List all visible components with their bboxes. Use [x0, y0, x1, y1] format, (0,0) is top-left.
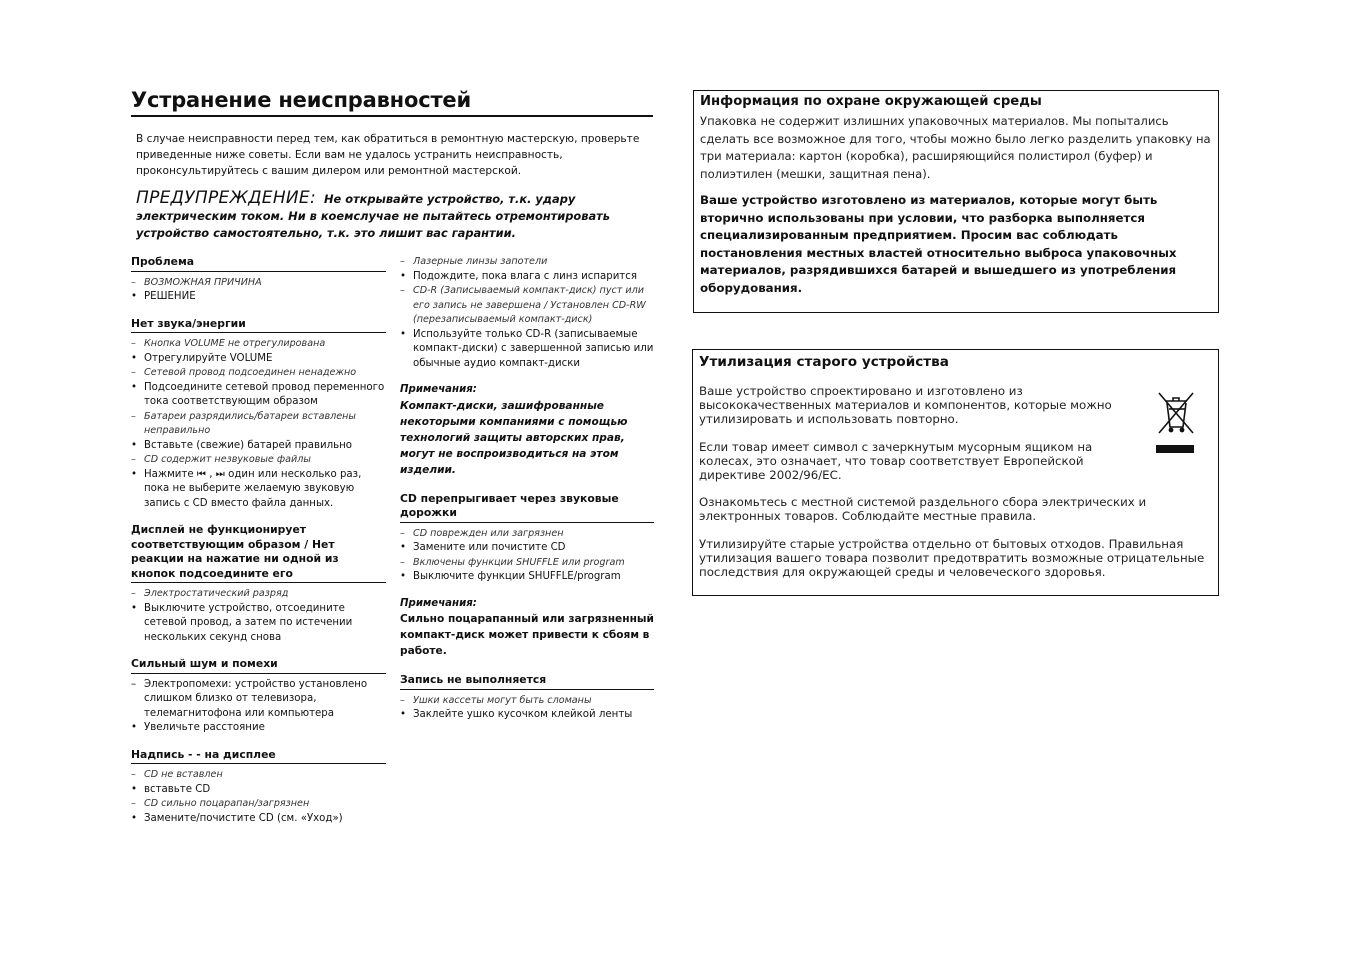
intro-paragraph: В случае неисправности перед тем, как обратиться в ремонтную мастерскую, проверьте приведенные ниже советы. Если вам не удалось устранить неисправность, проконсультируйтесь с вашим дилером или ремонтной мастерской. — [136, 133, 640, 177]
item-text: CD сильно поцарапан/загрязнен — [144, 798, 310, 809]
bullet-marker: • — [131, 439, 138, 451]
troubleshooting-column-2 — [400, 255, 654, 723]
cause-item — [400, 255, 654, 270]
solution-item — [400, 570, 654, 585]
legend-title: Проблема — [131, 255, 386, 272]
solution-item — [131, 783, 386, 798]
disposal-title: Утилизация старого устройства — [699, 354, 949, 370]
crossed-wheelie-bin-icon — [1155, 389, 1197, 455]
note-title: Примечания: — [400, 384, 477, 395]
item-text: Заклейте ушко кусочком клейкой ленты — [413, 709, 633, 720]
item-text: Вставьте (свежие) батарей правильно — [144, 439, 353, 451]
warning-label: ПРЕДУПРЕЖДЕНИЕ: — [136, 188, 316, 208]
bullet-marker: • — [400, 270, 407, 282]
page-title: Устранение неисправностей — [131, 88, 653, 117]
item-text: вставьте CD — [144, 783, 211, 795]
dash-marker: – — [131, 798, 136, 809]
disposal-paragraph-1: Ваше устройство спроектировано и изготовлено из высококачественных материалов и компонентов, которые можно утилизировать и использовать повторно. — [699, 384, 1112, 427]
item-text: Электропомехи: устройство установлено слишком близко от телевизора, телемагнитофона или компьютера — [144, 678, 368, 719]
problem-heading: Нет звука/энергии — [131, 317, 386, 334]
disposal-paragraph-2: Если товар имеет символ с зачеркнутым мусорным ящиком на колесах, это означает, что товар соответствует Европейской директиве 2002/96/EC. — [699, 439, 1093, 483]
bullet-marker: • — [131, 722, 138, 733]
bullet-marker: • — [400, 328, 407, 340]
cause-item — [131, 410, 386, 439]
dash-marker: – — [131, 338, 136, 349]
bullet-marker: • — [131, 783, 138, 795]
solution-item — [131, 812, 386, 827]
bullet-marker: • — [131, 602, 138, 614]
note-title-2: Примечания: — [400, 597, 477, 609]
cause-item — [131, 678, 386, 722]
cause-item — [400, 527, 654, 542]
problem-heading: Дисплей не функционирует соответствующим образом / Нет реакции на нажатие ни одной из кнопок подсоедините его — [131, 523, 386, 583]
problem-heading: Сильный шум и помехи — [131, 657, 386, 674]
note-text-2: Сильно поцарапанный или загрязненный компакт-диск может привести к сбоям в работе. — [400, 613, 654, 657]
bullet-marker: • — [400, 542, 407, 553]
bullet-marker: • — [131, 468, 138, 480]
cause-item — [400, 284, 654, 328]
bullet-marker: • — [131, 812, 138, 824]
disposal-paragraph-3: Ознакомьтесь с местной системой раздельного сбора электрических и электронных товаров. Соблюдайте местные правила. — [699, 495, 1147, 524]
item-text: CD содержит незвуковые файлы — [144, 454, 311, 465]
solution-item — [131, 381, 386, 410]
item-text: Лазерные линзы запотели — [413, 256, 548, 267]
item-text: Увеличьте расстояние — [144, 722, 265, 733]
note-text: Компакт-диски, зашифрованные некоторыми компаниями с помощью технологий защиты авторских прав, могут не воспроизводиться на этом изделии. — [400, 399, 628, 476]
environment-title: Информация по охране окружающей среды — [700, 94, 1042, 109]
solution-item — [400, 541, 654, 556]
dash-marker: – — [400, 527, 405, 539]
dash-marker: – — [131, 678, 137, 690]
solution-item — [131, 721, 386, 736]
environment-bold-text: Ваше устройство изготовлено из материалов, которые могут быть вторично использованы при условии, что разборка выполняется специализированным предприятием. Просим вас соблюдать постановления местных властей относительно выброса упаковочных материалов, разрядившихся батарей и вышедшего из употребления оборудования. — [700, 193, 1177, 295]
item-text: Включены функции SHUFFLE или program — [413, 556, 625, 568]
solution-item — [400, 328, 654, 372]
item-text: Отрегулируйте VOLUME — [144, 352, 273, 364]
bullet-marker: • — [400, 571, 407, 582]
legend-solution: • РЕШЕНИЕ — [131, 291, 196, 302]
solution-item — [131, 468, 386, 512]
cause-item — [131, 366, 386, 381]
item-text: Выключите устройство, отсоедините сетевой провод, а затем по истечении нескольких секунд снова — [144, 602, 353, 643]
solution-item — [400, 270, 654, 285]
dash-marker: – — [400, 556, 405, 568]
item-text: Подсоедините сетевой провод переменного тока соответствующим образом — [144, 381, 385, 407]
cause-item — [131, 453, 386, 468]
item-text: Замените или почистите CD — [413, 542, 566, 553]
cause-item — [400, 694, 654, 709]
solution-item — [131, 439, 386, 454]
bullet-marker: • — [131, 352, 138, 364]
item-text: Выключите функции SHUFFLE/program — [413, 571, 621, 582]
problem-heading: Запись не выполняется — [400, 673, 654, 690]
dash-marker: – — [400, 256, 405, 267]
bullet-marker: • — [131, 381, 138, 393]
bullet-marker: • — [400, 709, 407, 720]
solution-item — [400, 708, 654, 723]
item-text: Сетевой провод подсоединен ненадежно — [144, 367, 357, 378]
solution-item — [131, 352, 386, 367]
item-text: CD-R (Записываемый компакт-диск) пуст или его запись не завершена / Установлен CD-RW (перезаписываемый компакт-диск) — [413, 285, 646, 325]
troubleshooting-column-1 — [131, 255, 386, 826]
item-text: Используйте только CD-R (записываемые компакт-диски) с завершенной записью или обычные аудио компакт-диски — [413, 328, 654, 369]
warning-text: Не открывайте устройство, т.к. удару электрическим током. Ни в коемслучае не пытайтесь отремонтировать устройство самостоятельно, т.к. это лишит вас гарантии. — [136, 192, 610, 240]
item-text: Замените/почистите CD (см. «Уход») — [144, 812, 343, 824]
item-text: Батареи разрядились/батареи вставлены неправильно — [144, 410, 357, 436]
cause-item — [400, 556, 654, 571]
item-text: Нажмите ⏮ , ⏭ один или несколько раз, пока не выберите желаемую звуковую запись с CD вместо файла данных. — [144, 468, 362, 509]
cause-item — [131, 797, 386, 812]
dash-marker: – — [131, 410, 136, 422]
cause-item — [131, 768, 386, 783]
disposal-paragraph-4: Утилизируйте старые устройства отдельно от бытовых отходов. Правильная утилизация вашего товара позволит предотвратить возможные отрицательные последствия для окружающей среды и человеческого здоровья. — [699, 536, 1205, 580]
item-text: Кнопка VOLUME не отрегулирована — [144, 338, 326, 349]
dash-marker: – — [400, 285, 405, 296]
item-text: CD не вставлен — [144, 769, 223, 780]
dash-marker: – — [400, 694, 405, 706]
item-text: Электростатический разряд — [144, 588, 289, 599]
item-text: CD поврежден или загрязнен — [413, 527, 564, 539]
environment-text: Упаковка не содержит излишних упаковочных материалов. Мы попытались сделать все возможное для того, чтобы можно было легко разделить упаковку на три материала: картон (коробка), расширяющийся полистирол (буфер) и полиэтилен (мешки, защитная пена). — [700, 114, 1211, 181]
dash-marker: – — [131, 769, 136, 780]
disposal-box — [692, 349, 1219, 596]
warning-block — [136, 190, 626, 242]
problem-heading: CD перепрыгивает через звуковые дорожки — [400, 492, 654, 523]
item-text: Ушки кассеты могут быть сломаны — [413, 694, 592, 706]
cause-item — [131, 587, 386, 602]
dash-marker: – — [131, 588, 136, 599]
item-text: Подождите, пока влага с линз испарится — [413, 270, 637, 282]
solution-item — [131, 602, 386, 646]
dash-marker: – — [131, 454, 136, 465]
problem-heading: Надпись - - на дисплее — [131, 748, 386, 765]
legend-cause: – ВОЗМОЖНАЯ ПРИЧИНА — [131, 276, 262, 288]
environment-info-box — [693, 90, 1219, 313]
cause-item — [131, 337, 386, 352]
dash-marker: – — [131, 367, 136, 378]
